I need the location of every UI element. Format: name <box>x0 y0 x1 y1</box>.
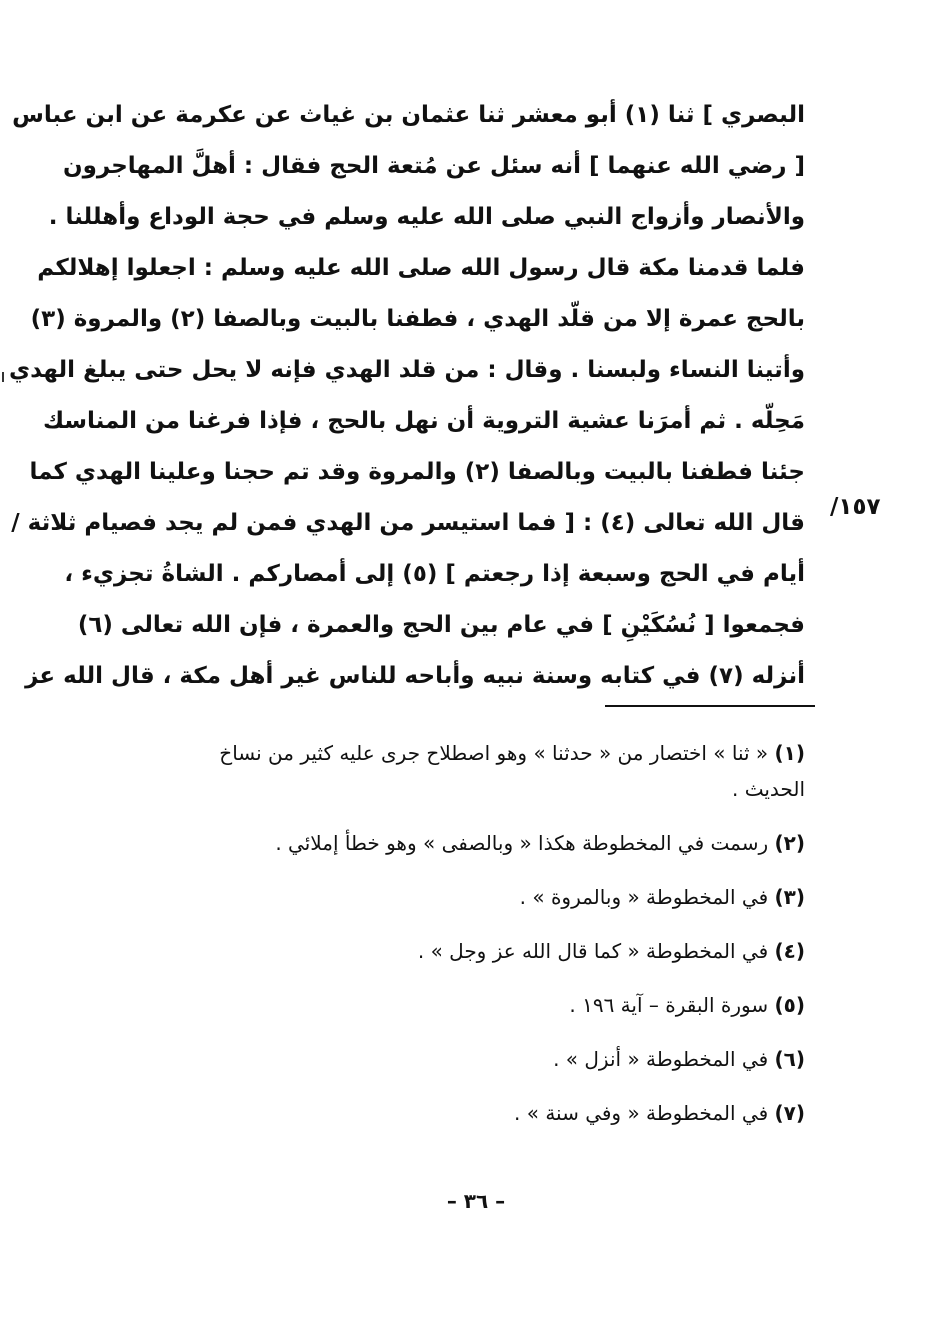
main-text-line: مَحِلّه . ثم أمرَنا عشية التروية أن نهل بالحج ، فإذا فرغنا من المناسك <box>43 408 805 434</box>
main-text-block <box>9 90 805 702</box>
main-text-line: فجمعوا [ نُسُكَيْنِ ] في عام بين الحج والعمرة ، فإن الله تعالى (٦) <box>77 612 805 638</box>
main-text-line: بالحج عمرة إلا من قلّد الهدي ، فطفنا بالبيت وبالصفا (٢) والمروة (٣) <box>30 306 805 332</box>
footnote-text: في المخطوطة « كما قال الله عز وجل » . <box>417 939 769 963</box>
footnote-text: في المخطوطة « وفي سنة » . <box>514 1101 769 1125</box>
footnote-item <box>160 879 805 915</box>
footnote-item <box>160 735 805 807</box>
footnote-divider <box>605 705 815 707</box>
manuscript-folio-reference: ١٥٧/ <box>830 494 881 520</box>
main-text-line: جئنا فطفنا بالبيت وبالصفا (٢) والمروة وقد تم حجنا وعلينا الهدي كما <box>29 459 805 485</box>
footnote-item <box>160 987 805 1023</box>
footnote-number: (٤) <box>774 939 805 963</box>
main-text-line: أنزله (٧) في كتابه وسنة نبيه وأباحه للناس غير أهل مكة ، قال الله عز <box>25 663 805 689</box>
footnote-item <box>160 825 805 861</box>
scan-mark <box>2 372 4 382</box>
footnotes-block <box>160 735 805 1149</box>
footnote-text: « ثنا » اختصار من « حدثنا » وهو اصطلاح جرى عليه كثير من نساخ الحديث . <box>219 741 805 801</box>
footnote-item <box>160 1041 805 1077</box>
main-text-line: أيام في الحج وسبعة إذا رجعتم ] (٥) إلى أمصاركم . الشاةُ تجزيء ، <box>64 561 805 587</box>
footnote-number: (٣) <box>774 885 805 909</box>
footnote-text: سورة البقرة – آية ١٩٦ . <box>569 993 769 1017</box>
footnote-number: (٦) <box>774 1047 805 1071</box>
main-text-line: قال الله تعالى (٤) : [ فما استيسر من الهدي فمن لم يجد فصيام ثلاثة / <box>11 510 805 536</box>
main-text-line: [ رضي الله عنهما ] أنه سئل عن مُتعة الحج فقال : أهلَّ المهاجرون <box>62 153 805 179</box>
footnote-number: (٢) <box>774 831 805 855</box>
footnote-text: في المخطوطة « وبالمروة » . <box>519 885 769 909</box>
main-text-line: وأتينا النساء ولبسنا . وقال : من قلد الهدي فإنه لا يحل حتى يبلغ الهدي <box>9 357 805 383</box>
footnote-number: (٥) <box>774 993 805 1017</box>
main-text-line: والأنصار وأزواج النبي صلى الله عليه وسلم في حجة الوداع وأهللنا . <box>48 204 805 230</box>
main-text-line: البصري ] ثنا (١) أبو معشر ثنا عثمان بن غياث عن عكرمة عن ابن عباس <box>12 102 805 128</box>
footnote-item <box>160 933 805 969</box>
footnote-item <box>160 1095 805 1131</box>
footnote-number: (١) <box>774 741 805 765</box>
footnote-number: (٧) <box>774 1101 805 1125</box>
main-text-line: فلما قدمنا مكة قال رسول الله صلى الله عليه وسلم : اجعلوا إهلالكم <box>37 255 805 281</box>
footnote-text: رسمت في المخطوطة هكذا « وبالصفى » وهو خطأ إملائي . <box>275 831 769 855</box>
page-number: – ٣٦ – <box>446 1189 506 1213</box>
footnote-text: في المخطوطة « أنزل » . <box>553 1047 769 1071</box>
